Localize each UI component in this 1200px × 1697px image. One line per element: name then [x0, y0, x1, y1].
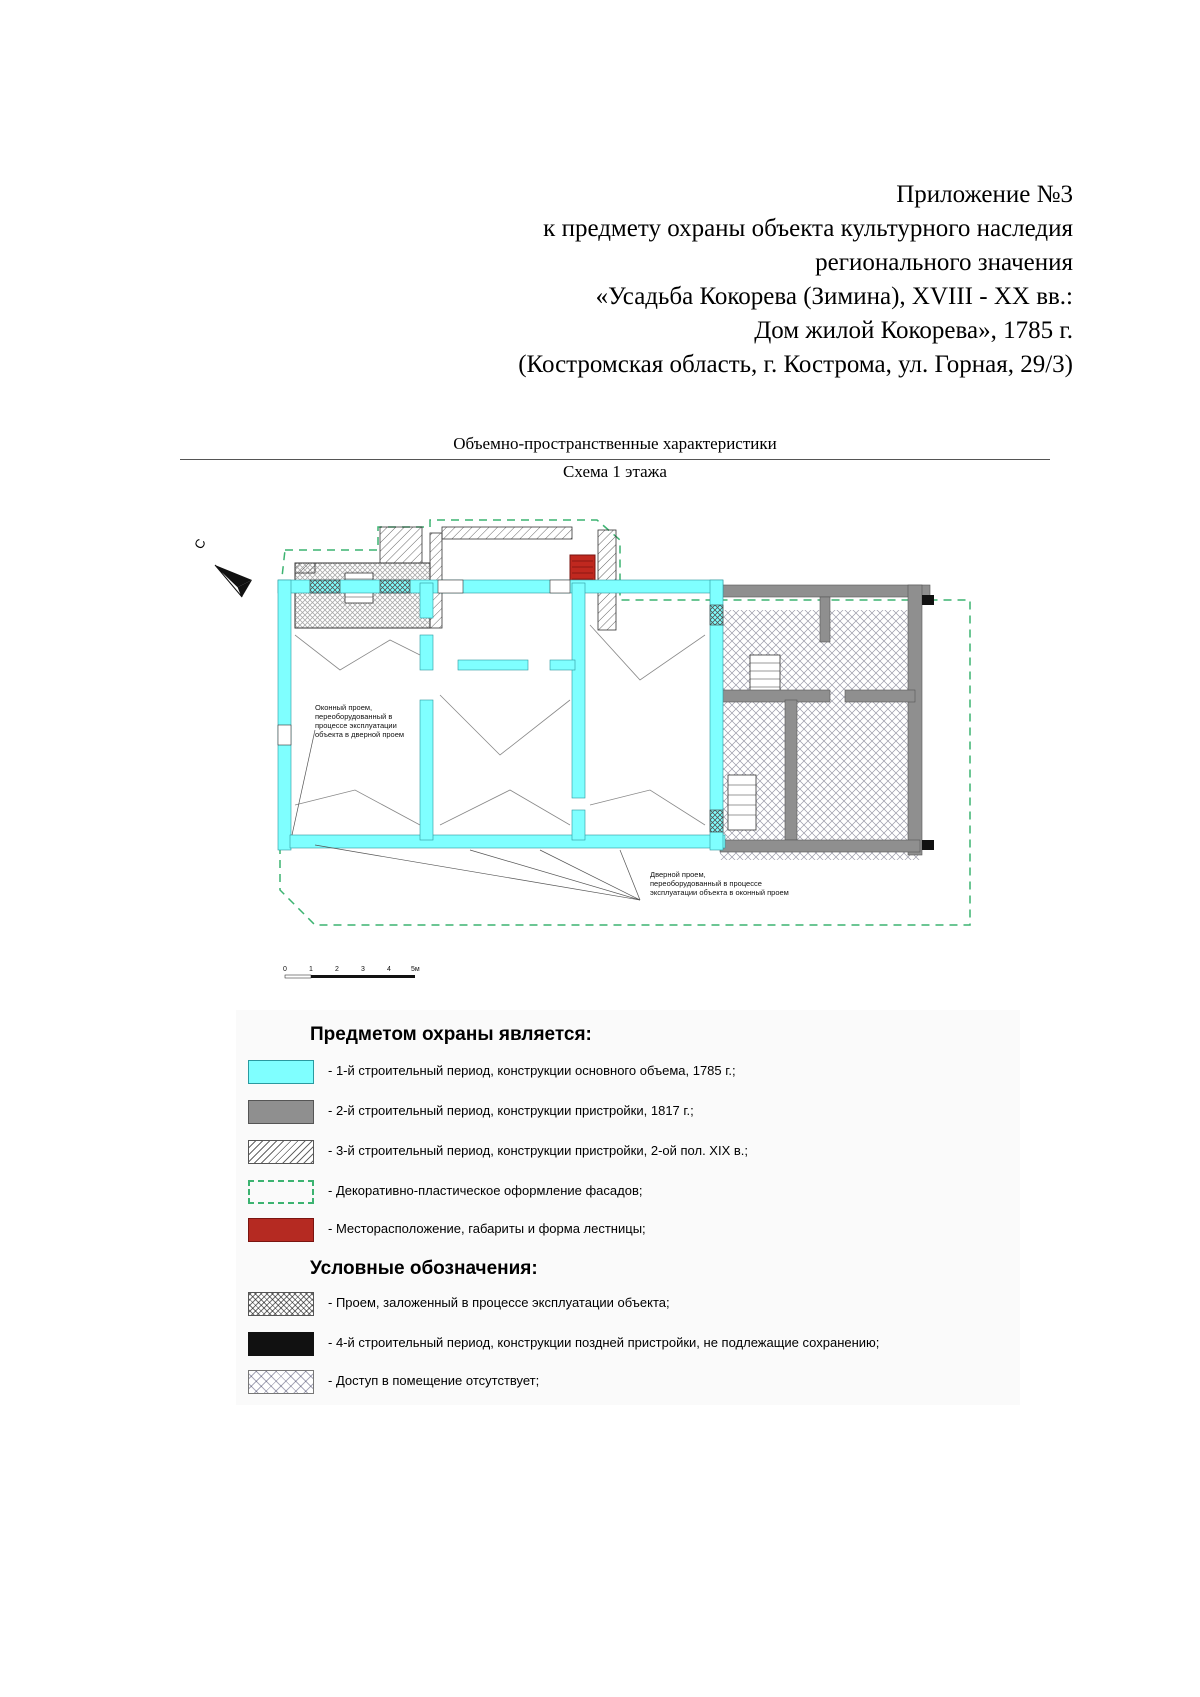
north-arrow-icon: [215, 565, 252, 597]
protected-heading: Предметом охраны является:: [310, 1024, 592, 1045]
header-line: «Усадьба Кокорева (Зимина), XVIII - XX вв.:: [595, 283, 1073, 310]
appendix-header: [373, 178, 1073, 382]
red-swatch: [248, 1218, 314, 1242]
scale-tick: 2: [335, 966, 339, 973]
legend-item: [248, 1100, 1008, 1126]
window-annotation: объекта в дверной проем: [315, 730, 405, 739]
hatch-swatch: [248, 1140, 314, 1164]
legend-text: - 2-й строительный период, конструкции пристройки, 1817 г.;: [328, 1103, 694, 1118]
header-line: регионального значения: [815, 249, 1073, 276]
window-annotation: процессе эксплуатации: [315, 721, 397, 730]
light-crosshatch-swatch: [248, 1370, 314, 1394]
crosshatch-swatch: [248, 1292, 314, 1316]
legend-text: - 3-й строительный период, конструкции пристройки, 2-ой пол. XIX в.;: [328, 1143, 749, 1158]
floor-plan: [180, 505, 1060, 995]
header-line: Дом жилой Кокорева», 1785 г.: [754, 317, 1073, 344]
legend-text: - Проем, заложенный в процессе эксплуатации объекта;: [328, 1295, 670, 1310]
legend-item: [248, 1370, 1008, 1396]
header-line: (Костромская область, г. Кострома, ул. Горная, 29/3): [518, 351, 1073, 378]
legend-text: - 1-й строительный период, конструкции основного объема, 1785 г.;: [328, 1063, 736, 1078]
legend-text: - 4-й строительный период, конструкции поздней пристройки, не подлежащие сохранению;: [328, 1335, 880, 1350]
title-divider: [180, 459, 1050, 460]
legend-text: - Доступ в помещение отсутствует;: [328, 1373, 540, 1388]
scale-tick: 4: [387, 966, 391, 973]
header-line: к предмету охраны объекта культурного наследия: [543, 215, 1073, 242]
legend-item: [248, 1332, 1008, 1358]
window-annotation: Оконный проем,: [315, 703, 373, 712]
cyan-swatch: [248, 1060, 314, 1084]
legend-item: [248, 1218, 1008, 1244]
legend-text: - Месторасположение, габариты и форма лестницы;: [328, 1221, 646, 1236]
header-line: Приложение №3: [896, 181, 1073, 208]
door-annotation: переоборудованный в процессе: [650, 879, 762, 888]
section-title: Объемно-пространственные характеристики: [453, 434, 777, 453]
scheme-title: Схема 1 этажа: [563, 462, 667, 481]
scale-tick: 5м: [411, 966, 420, 973]
dashed-green-swatch: [248, 1180, 314, 1204]
scale-bar: [283, 966, 420, 978]
scale-tick: 1: [309, 966, 313, 973]
legend-item: [248, 1180, 1008, 1206]
scale-tick: 0: [283, 966, 287, 973]
legend-item: [248, 1060, 1008, 1086]
window-annotation: переоборудованный в: [315, 712, 393, 721]
door-annotation: эксплуатации объекта в оконный проем: [650, 888, 789, 897]
grey-swatch: [248, 1100, 314, 1124]
legend-text: - Декоративно-пластическое оформление фасадов;: [328, 1183, 643, 1198]
scale-tick: 3: [361, 966, 365, 973]
svg-text:Дверной проем, переоборудо: [650, 870, 789, 897]
legend: [236, 1010, 1020, 1405]
svg-text:0 1 2 3: [283, 966, 420, 973]
symbols-heading: Условные обозначения:: [310, 1258, 538, 1279]
north-label: С: [191, 536, 209, 552]
door-annotation: Дверной проем,: [650, 870, 706, 879]
black-swatch: [248, 1332, 314, 1356]
svg-text:Оконный проем, переоборудо: [315, 703, 404, 739]
legend-item: [248, 1140, 1008, 1166]
legend-item: [248, 1292, 1008, 1318]
